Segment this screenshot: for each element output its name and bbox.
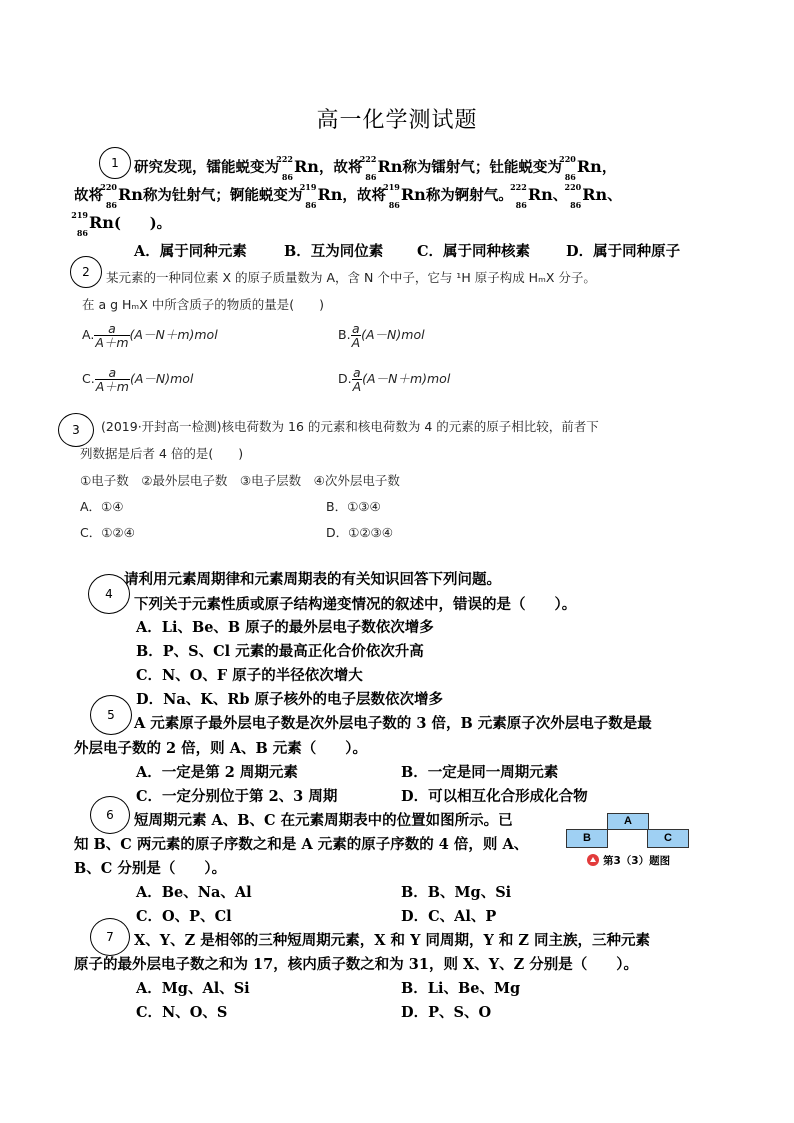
figure-cell-a: A (607, 813, 649, 830)
q7-option-d[interactable]: D．P、S、O (401, 1004, 492, 1021)
q7-line-1: X、Y、Z 是相邻的三种短周期元素，X 和 Y 同周期，Y 和 Z 同主族，三种元素 (134, 932, 651, 949)
question-number-4: 4 (88, 574, 130, 614)
q4-question: 下列关于元素性质或原子结构递变情况的叙述中，错误的是（ ）。 (134, 596, 577, 613)
q2-option-d[interactable]: D. $\frac{a}{A}$ (A－N＋m)mol (338, 365, 451, 395)
q6-option-d[interactable]: D．C、Al、P (401, 908, 497, 925)
question-number-5: 5 (90, 695, 132, 735)
q6-line-3: B、C 分别是（ ）。 (74, 860, 227, 877)
q7-line-2: 原子的最外层电子数之和为 17，核内质子数之和为 31，则 X、Y、Z 分别是（ ）。 (74, 956, 638, 973)
q4-option-d[interactable]: D．Na、K、Rb 原子核外的电子层数依次增多 (136, 691, 444, 708)
q1-line-2: 故将 220 86 Rn称为钍射气；锕能蜕变为 219 86 Rn，故将 219 86 Rn称为锕射气。 222 86 Rn、 220 86 Rn、 (74, 182, 622, 210)
question-number-6: 6 (90, 796, 130, 834)
q4-option-b[interactable]: B．P、S、Cl 元素的最高正化合价依次升高 (136, 643, 424, 660)
q6-option-b[interactable]: B．B、Mg、Si (401, 884, 512, 901)
q5-option-d[interactable]: D．可以相互化合形成化合物 (401, 788, 588, 805)
q5-option-b[interactable]: B．一定是同一周期元素 (401, 764, 559, 781)
q2-line-1: 某元素的一种同位素 X 的原子质量数为 A，含 N 个中子，它与 ¹H 原子构成 HₘX 分子。 (106, 270, 596, 285)
q5-option-a[interactable]: A．一定是第 2 周期元素 (136, 764, 298, 781)
figure-cell-b: B (566, 829, 608, 848)
q2-option-c[interactable]: C. $\frac{a}{A+m}$ (A－N)mol (82, 365, 194, 395)
q3-option-a[interactable]: A．①④ (80, 499, 124, 514)
q1-option-a[interactable]: A．属于同种元素 (134, 243, 247, 260)
q1-option-d[interactable]: D．属于同种原子 (566, 243, 681, 260)
q5-option-c[interactable]: C．一定分别位于第 2、3 周期 (136, 788, 338, 805)
q3-option-c[interactable]: C．①②④ (80, 525, 135, 540)
q1-line-3: 219 86 Rn( )。 (71, 210, 172, 238)
q2-option-a[interactable]: A. $\frac{a}{A+m}$ (A－N＋m)mol (82, 321, 218, 351)
q1-option-b[interactable]: B．互为同位素 (284, 243, 384, 260)
q3-option-b[interactable]: B．①③④ (326, 499, 381, 514)
q1-option-c[interactable]: C．属于同种核素 (417, 243, 531, 260)
q6-option-c[interactable]: C．O、P、Cl (136, 908, 232, 925)
page-title: 高一化学测试题 (316, 108, 478, 133)
q3-items: ①电子数 ②最外层电子数 ③电子层数 ④次外层电子数 (80, 473, 400, 488)
question-number-7: 7 (90, 918, 130, 956)
q5-line-1: A 元素原子最外层电子数是次外层电子数的 3 倍，B 元素原子次外层电子数是最 (134, 715, 652, 732)
q6-line-1: 短周期元素 A、B、C 在元素周期表中的位置如图所示。已 (134, 812, 513, 829)
q4-intro: 请利用元素周期律和元素周期表的有关知识回答下列问题。 (124, 571, 501, 588)
figure-caption: 第3（3）题图 (603, 855, 671, 867)
q4-option-c[interactable]: C．N、O、F 原子的半径依次增大 (136, 667, 363, 684)
q2-line-2: 在 a g HₘX 中所含质子的物质的量是( ) (82, 297, 324, 312)
q6-line-2: 知 B、C 两元素的原子序数之和是 A 元素的原子序数的 4 倍，则 A、 (74, 836, 529, 853)
q4-option-a[interactable]: A．Li、Be、B 原子的最外层电子数依次增多 (136, 619, 434, 636)
q3-line-2: 列数据是后者 4 倍的是( ) (80, 446, 244, 461)
q3-option-d[interactable]: D．①②③④ (326, 525, 393, 540)
q6-option-a[interactable]: A．Be、Na、Al (136, 884, 252, 901)
figure-caption-icon-mark (590, 857, 596, 862)
figure-cell-c: C (647, 829, 689, 848)
q7-option-c[interactable]: C．N、O、S (136, 1004, 228, 1021)
question-number-1: 1 (99, 147, 131, 179)
q5-line-2: 外层电子数的 2 倍，则 A、B 元素（ ）。 (74, 740, 368, 757)
q1-line-1: 研究发现，镭能蜕变为 222 86 Rn，故将 222 86 Rn称为镭射气；钍能蜕变为 220 86 Rn， (134, 154, 617, 182)
q2-option-b[interactable]: B. $\frac{a}{A}$ (A－N)mol (338, 321, 425, 351)
q7-option-b[interactable]: B．Li、Be、Mg (401, 980, 521, 997)
question-number-3: 3 (58, 413, 94, 447)
q3-line-1: (2019·开封高一检测)核电荷数为 16 的元素和核电荷数为 4 的元素的原子相比较，前者下 (101, 419, 599, 434)
q7-option-a[interactable]: A．Mg、Al、Si (136, 980, 250, 997)
question-number-2: 2 (70, 256, 102, 288)
